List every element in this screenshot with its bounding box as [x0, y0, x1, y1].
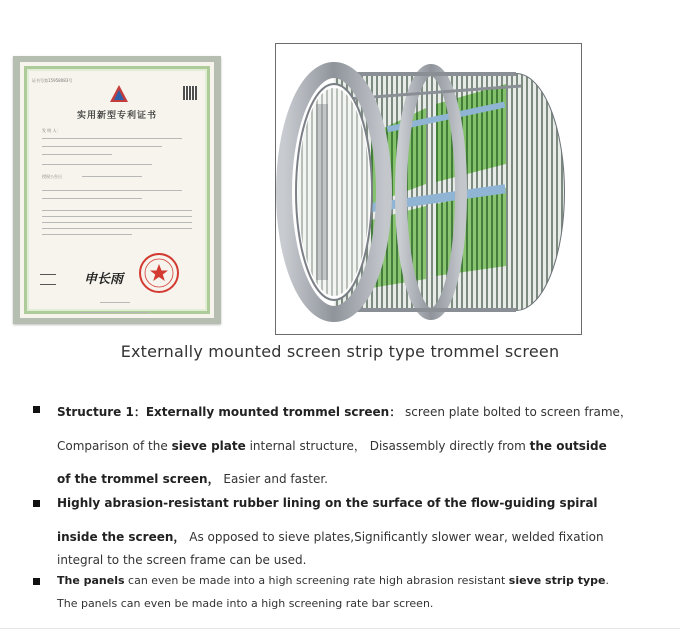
certificate-text-line	[42, 138, 182, 139]
certificate-text-line	[40, 274, 56, 275]
certificate-number: 证书号第15958083号	[32, 78, 73, 83]
certificate-text-line	[42, 222, 192, 223]
feature-1-line-2	[57, 437, 607, 454]
feature-1-line-1	[57, 403, 632, 420]
feature-1-title: Structure 1：Externally mounted trommel screen：	[57, 405, 402, 419]
certificate-text-line	[42, 216, 192, 217]
image-caption: Externally mounted screen strip type trommel screen	[120, 342, 560, 361]
certificate-text-line	[42, 164, 152, 165]
feature-1-line-3	[57, 470, 328, 487]
feature-3-line-1	[57, 574, 609, 587]
director-signature: 申长雨	[84, 272, 124, 287]
feature-1-text: screen plate bolted to screen frame，	[401, 405, 632, 419]
feature-1-bold: of the trommel screen，	[57, 472, 220, 486]
bullet-icon	[33, 406, 40, 413]
feature-3-bold: sieve strip type	[508, 574, 606, 587]
qr-code-icon	[183, 86, 197, 100]
feature-2-bold: inside the screen，	[57, 530, 186, 544]
certificate-text-line	[82, 176, 142, 177]
certificate-text-line	[42, 210, 192, 211]
certificate-inventor-label: 发 明 人：	[42, 128, 61, 133]
bullet-icon	[33, 578, 40, 585]
feature-1-text: Comparison of the	[57, 439, 172, 453]
feature-2-line-1	[57, 496, 598, 510]
feature-2-text: integral to the screen frame can be used.	[57, 553, 307, 567]
patent-certificate	[20, 62, 214, 318]
feature-2-text: As opposed to sieve plates,Significantly slower wear, welded fixation	[185, 530, 604, 544]
feature-3-text: .	[605, 574, 610, 587]
feature-3-text: The panels can even be made into a high screening rate bar screen.	[57, 597, 434, 610]
trommel-screen-image	[275, 43, 582, 335]
feature-1-bold: the outside	[529, 439, 607, 453]
certificate-text-line	[42, 198, 142, 199]
bullet-icon	[33, 500, 40, 507]
certificate-grant-label: 授权公告日	[42, 174, 62, 179]
cnipa-logo-icon	[108, 84, 130, 104]
certificate-text-line	[42, 190, 182, 191]
certificate-text-line	[42, 146, 162, 147]
certificate-text-line	[42, 234, 132, 235]
certificate-text-line	[80, 312, 150, 313]
feature-1-text: Easier and faster.	[219, 472, 328, 486]
feature-1-text: internal structure， Disassembly directly from	[245, 439, 530, 453]
feature-1-bold: sieve plate	[171, 439, 246, 453]
certificate-text-line	[40, 284, 56, 285]
trommel-screen-drawing	[276, 44, 581, 334]
feature-3-bold: The panels	[57, 574, 125, 587]
official-seal-icon	[138, 252, 180, 294]
feature-2-line-3	[57, 553, 306, 567]
certificate-title: 实用新型专利证书	[76, 111, 157, 121]
bottom-divider	[0, 628, 680, 629]
feature-2-line-2	[57, 528, 604, 545]
feature-3-line-2	[57, 597, 433, 610]
certificate-text-line	[42, 154, 112, 155]
feature-3-text: can even be made into a high screening rate high abrasion resistant	[124, 574, 509, 587]
feature-2-title: Highly abrasion-resistant rubber lining on the surface of the flow-guiding spiral	[57, 496, 598, 510]
certificate-text-line	[42, 228, 192, 229]
certificate-text-line	[100, 302, 130, 303]
